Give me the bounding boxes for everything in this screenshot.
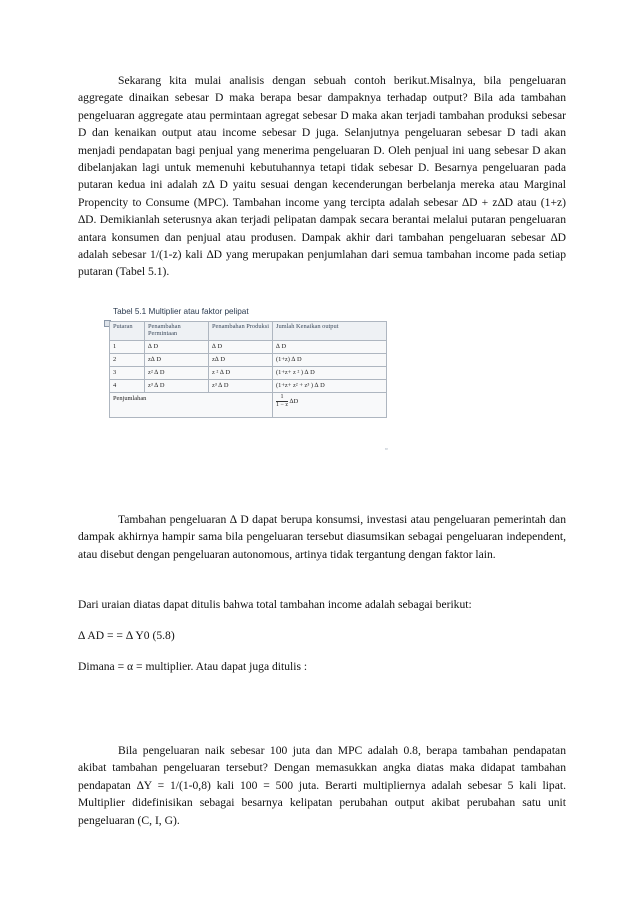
table-cell: ∆ D (209, 341, 273, 354)
table-cell: 2 (110, 354, 145, 367)
table-header-row (110, 322, 387, 341)
header-putaran: Putaran (110, 322, 145, 341)
paragraph-autonomous-spending: Tambahan pengeluaran ∆ D dapat berupa konsumsi, investasi atau pengeluaran pemerintah dan dampak akhirnya hampir sama bila pengeluaran tersebut diasumsikan sebagai pengeluaran independent, atau disebut dengan pengeluaran autonomous, artinya tidak tergantung dengan faktor lain. (78, 513, 566, 561)
table-row (110, 380, 387, 393)
header-jumlah-kenaikan-output: Jumlah Kenaikan output (273, 322, 387, 341)
table-cell: z ² ∆ D (209, 367, 273, 380)
table-cell: (1+z+ z ² ) ∆ D (273, 367, 387, 380)
fraction-denominator: 1 − z (276, 402, 289, 408)
table-title: Tabel 5.1 Multiplier atau faktor pelipat (113, 307, 249, 316)
total-label: Penjumlahan (110, 393, 273, 418)
table-cell: z³ ∆ D (145, 380, 209, 393)
text-line-intro-formula: Dari uraian diatas dapat ditulis bahwa total tambahan income adalah sebagai berikut: (78, 598, 472, 611)
fraction-numerator: 1 (276, 394, 288, 402)
table-figure (104, 307, 394, 454)
fraction (276, 394, 288, 409)
table-total-row (110, 393, 387, 418)
formula-line: ∆ AD = = ∆ Y0 (5.8) (78, 629, 175, 642)
multiplier-table (109, 321, 387, 418)
text-line-multiplier-definition: Dimana = α = multiplier. Atau dapat juga ditulis : (78, 660, 308, 673)
table-cell: ∆ D (273, 341, 387, 354)
table-cell: 1 (110, 341, 145, 354)
table-cell: ∆ D (145, 341, 209, 354)
table-cell: 3 (110, 367, 145, 380)
table-row (110, 354, 387, 367)
table-row (110, 341, 387, 354)
table-cell: z³ ∆ D (209, 380, 273, 393)
figure-corner-mark: ▫ (385, 445, 388, 453)
total-formula (273, 393, 387, 418)
table-cell: (1+z+ z² + z³ ) ∆ D (273, 380, 387, 393)
table-cell: z² ∆ D (145, 367, 209, 380)
fraction-suffix: ∆D (289, 397, 299, 405)
header-penambahan-produksi: Penambahan Produksi (209, 322, 273, 341)
paragraph-intro: Sekarang kita mulai analisis dengan sebuah contoh berikut.Misalnya, bila pengeluaran aggregate dinaikan sebesar D maka berapa besar dampaknya terhadap output? Bila ada tambahan pengeluaran aggregate atau permintaan agregat sebesar D maka akan terjadi tambahan produksi sebesar D dan kenaikan output atau income sebesar D juga. Selanjutnya pengeluaran sebesar D tadi akan menjadi pendapatan bagi penjual yang menerima pengeluaran D. Oleh penjual ini uang sebesar D akan dibelanjakan lagi untuk memenuhi kebutuhannya tetapi tidak sebesar D. Besarnya pengeluaran pada putaran kedua ini adalah z∆ D yaitu sesuai dengan kecenderungan berbelanja mereka atau Marginal Propencity to Consume (MPC). Tambahan income yang tercipta adalah sebesar ∆D + z∆D atau (1+z) ∆D. Demikianlah seterusnya akan terjadi pelipatan dampak secara berantai melalui putaran pengeluaran antara konsumen dan penjual atau produsen. Dampak akhir dari tambahan pengeluaran sebesar ∆D adalah sebesar 1/(1-z) kali ∆D yang merupakan penjumlahan dari semua tambahan income pada setiap putaran (Tabel 5.1). (78, 74, 566, 279)
table-cell: z∆ D (209, 354, 273, 367)
paragraph-example: Bila pengeluaran naik sebesar 100 juta dan MPC adalah 0.8, berapa tambahan pendapatan akibat tambahan pengeluaran tersebut? Dengan memasukkan angka diatas maka didapat tambahan pendapatan ∆Y = 1/(1-0,8) kali 100 = 500 juta. Berarti multipliernya adalah sebesar 5 kali lipat. Multiplier didefinisikan sebagai besarnya kelipatan perubahan output akibat perubahan satu unit pengeluaran (C, I, G). (78, 744, 566, 827)
table-cell: z∆ D (145, 354, 209, 367)
table-row (110, 367, 387, 380)
header-penambahan-permintaan: Penambahan Permintaan (145, 322, 209, 341)
table-cell: 4 (110, 380, 145, 393)
table-cell: (1+z) ∆ D (273, 354, 387, 367)
